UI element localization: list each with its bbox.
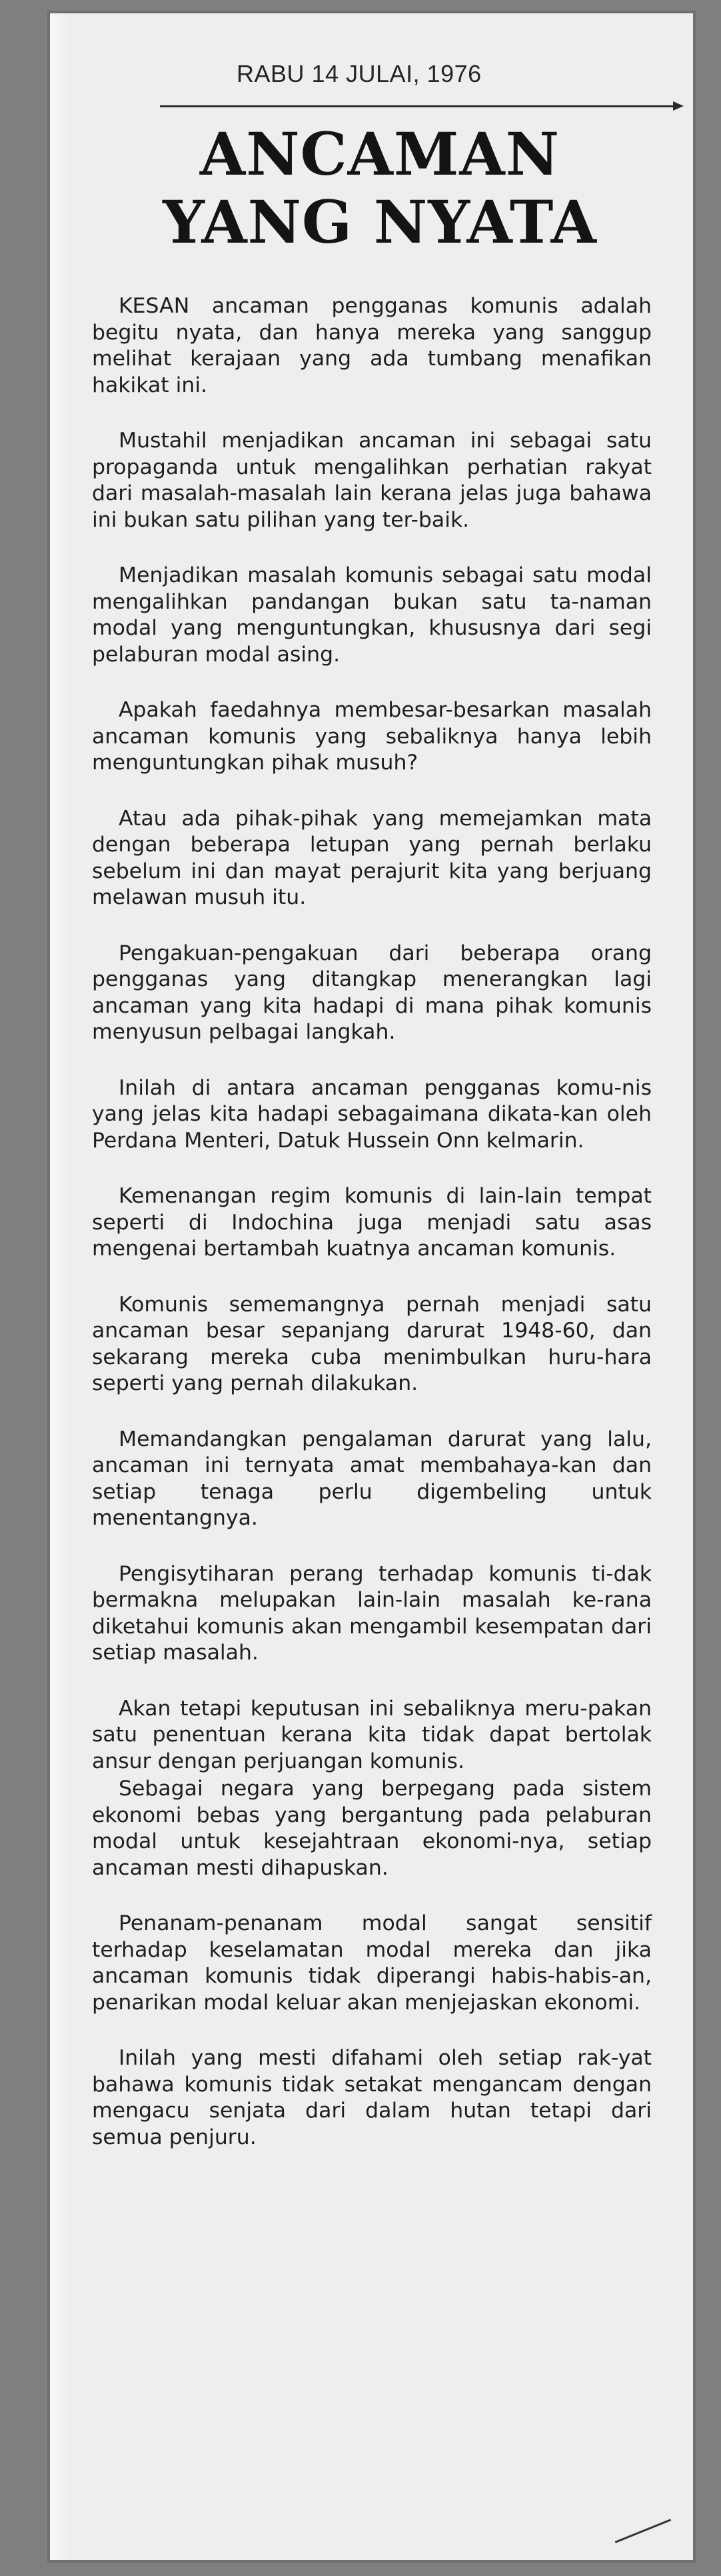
paragraph-1: KESAN ancaman pengganas komunis adalah begitu nyata, dan hanya mereka yang sanggup melihat kerajaan yang ada tumbang menafikan hakikat ini.	[92, 294, 652, 397]
headline-line-1: ANCAMAN	[199, 119, 560, 189]
paragraph-15: Inilah yang mesti difahami oleh setiap rak-yat bahawa komunis tidak setakat mengancam dengan mengacu senjata dari dalam hutan tetapi dari semua penjuru.	[92, 2046, 652, 2149]
dateline-rule	[160, 105, 680, 107]
paragraph-5: Atau ada pihak-pihak yang memejamkan mata dengan beberapa letupan yang pernah berlaku sebelum ini dan mayat perajurit kita yang berjuang melawan musuh itu.	[92, 806, 652, 909]
arrow-right-icon	[673, 101, 684, 111]
paragraph-4: Apakah faedahnya membesar-besarkan masalah ancaman komunis yang sebaliknya hanya lebih menguntungkan pihak musuh?	[92, 698, 652, 775]
paragraph-11: Pengisytiharan perang terhadap komunis ti-dak bermakna melupakan lain-lain masalah ke-rana diketahui komunis akan mengambil kesempatan dari setiap masalah.	[92, 1561, 652, 1665]
paragraph-13: Sebagai negara yang berpegang pada sistem ekonomi bebas yang bergantung pada pelaburan modal untuk kesejahtraan ekonomi-nya, setiap ancaman mesti dihapuskan.	[92, 1777, 652, 1880]
paragraph-8: Kemenangan regim komunis di lain-lain tempat seperti di Indochina juga menjadi satu asas mengenai bertambah kuatnya ancaman komunis.	[92, 1184, 652, 1261]
paragraph-10: Memandangkan pengalaman darurat yang lalu, ancaman ini ternyata amat membahaya-kan dan setiap tenaga perlu digembeling untuk menentangnya.	[92, 1427, 652, 1530]
paragraph-14: Penanam-penanam modal sangat sensitif terhadap keselamatan modal mereka dan jika ancaman komunis tidak diperangi habis-habis-an, penarikan modal keluar akan menjejaskan ekonomi.	[92, 1911, 652, 2015]
paragraph-9: Komunis sememangnya pernah menjadi satu ancaman besar sepanjang darurat 1948-60, dan sekarang mereka cuba menimbulkan huru-hara seperti yang pernah dilakukan.	[92, 1292, 652, 1395]
paragraph-7: Inilah di antara ancaman pengganas komu-nis yang jelas kita hadapi sebagaimana dikata-kan oleh Perdana Menteri, Datuk Hussein Onn kelmarin.	[92, 1075, 652, 1153]
headline-line-2: YANG NYATA	[163, 187, 597, 257]
clipping-edge-highlight	[50, 13, 70, 2560]
dateline: RABU 14 JULAI, 1976	[237, 60, 482, 87]
headline	[120, 120, 640, 256]
paragraph-2: Mustahil menjadikan ancaman ini sebagai satu propaganda untuk mengalihkan perhatian rakyat dari masalah-masalah lain kerana jelas juga bahawa ini bukan satu pilihan yang ter-baik.	[92, 429, 652, 532]
paragraph-6: Pengakuan-pengakuan dari beberapa orang pengganas yang ditangkap menerangkan lagi ancaman yang kita hadapi di mana pihak komunis menyusun pelbagai langkah.	[92, 941, 652, 1044]
paragraph-3: Menjadikan masalah komunis sebagai satu modal mengalihkan pandangan bukan satu ta-naman modal yang menguntungkan, khususnya dari segi pelaburan modal asing.	[92, 563, 652, 667]
article-body	[92, 293, 652, 2180]
paragraph-12: Akan tetapi keputusan ini sebaliknya meru-pakan satu penentuan kerana kita tidak dapat bertolak ansur dengan perjuangan komunis.	[92, 1696, 652, 1773]
